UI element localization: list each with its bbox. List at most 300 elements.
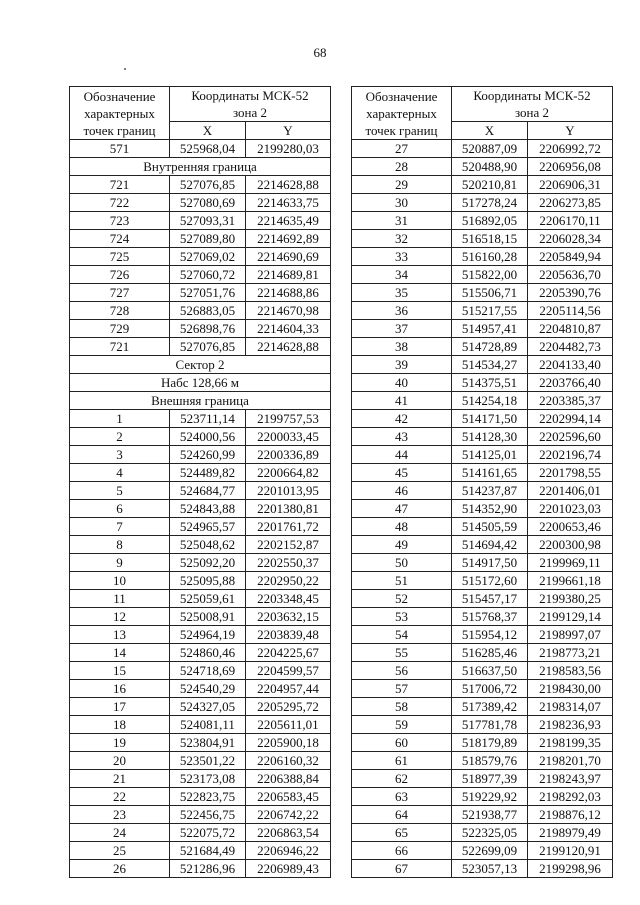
point-number: 52 (352, 590, 452, 608)
table-row (70, 194, 331, 212)
section-label: Внешняя граница (70, 392, 331, 410)
table-row (70, 806, 331, 824)
header-y: Y (246, 122, 331, 140)
point-number: 726 (70, 266, 170, 284)
y-coordinate: 2198997,07 (528, 626, 613, 644)
table-row (70, 626, 331, 644)
y-coordinate: 2206956,08 (528, 158, 613, 176)
x-coordinate: 514237,87 (452, 482, 528, 500)
table-row (70, 752, 331, 770)
y-coordinate: 2205636,70 (528, 266, 613, 284)
y-coordinate: 2202950,22 (246, 572, 331, 590)
x-coordinate: 514957,41 (452, 320, 528, 338)
point-number: 31 (352, 212, 452, 230)
table-row (352, 716, 613, 734)
table-row (70, 176, 331, 194)
table-row (70, 860, 331, 878)
point-number: 725 (70, 248, 170, 266)
table-row (352, 176, 613, 194)
header-label-cell (70, 87, 170, 140)
y-coordinate: 2199298,96 (528, 860, 613, 878)
y-coordinate: 2214633,75 (246, 194, 331, 212)
y-coordinate: 2198243,97 (528, 770, 613, 788)
point-number: 35 (352, 284, 452, 302)
x-coordinate: 523711,14 (170, 410, 246, 428)
y-coordinate: 2206906,31 (528, 176, 613, 194)
x-coordinate: 514694,42 (452, 536, 528, 554)
x-coordinate: 527089,80 (170, 230, 246, 248)
point-number: 727 (70, 284, 170, 302)
header-coords-line: Координаты МСК-52 (473, 88, 591, 103)
x-coordinate: 521286,96 (170, 860, 246, 878)
point-number: 44 (352, 446, 452, 464)
point-number: 23 (70, 806, 170, 824)
x-coordinate: 515457,17 (452, 590, 528, 608)
table-row (70, 716, 331, 734)
y-coordinate: 2202596,60 (528, 428, 613, 446)
x-coordinate: 527076,85 (170, 176, 246, 194)
header-coords-cell (170, 87, 331, 122)
y-coordinate: 2214635,49 (246, 212, 331, 230)
table-row (70, 734, 331, 752)
right-table-body (352, 140, 613, 878)
y-coordinate: 2202196,74 (528, 446, 613, 464)
header-label-line: Обозначение (365, 88, 438, 104)
y-coordinate: 2206946,22 (246, 842, 331, 860)
x-coordinate: 514534,27 (452, 356, 528, 374)
x-coordinate: 515768,37 (452, 608, 528, 626)
point-number: 729 (70, 320, 170, 338)
x-coordinate: 514128,30 (452, 428, 528, 446)
point-number: 722 (70, 194, 170, 212)
x-coordinate: 524081,11 (170, 716, 246, 734)
point-number: 63 (352, 788, 452, 806)
y-coordinate: 2203766,40 (528, 374, 613, 392)
header-coords-line: зона 2 (514, 105, 550, 120)
y-coordinate: 2206273,85 (528, 194, 613, 212)
y-coordinate: 2199120,91 (528, 842, 613, 860)
y-coordinate: 2205849,94 (528, 248, 613, 266)
point-number: 9 (70, 554, 170, 572)
x-coordinate: 514917,50 (452, 554, 528, 572)
point-number: 10 (70, 572, 170, 590)
table-row (70, 482, 331, 500)
point-number: 26 (70, 860, 170, 878)
table-row (352, 392, 613, 410)
y-coordinate: 2214604,33 (246, 320, 331, 338)
x-coordinate: 518179,89 (452, 734, 528, 752)
table-row (70, 842, 331, 860)
y-coordinate: 2199661,18 (528, 572, 613, 590)
x-coordinate: 524965,57 (170, 518, 246, 536)
point-number: 42 (352, 410, 452, 428)
table-row (352, 302, 613, 320)
point-number: 721 (70, 338, 170, 356)
y-coordinate: 2204810,87 (528, 320, 613, 338)
point-number: 721 (70, 176, 170, 194)
y-coordinate: 2202994,14 (528, 410, 613, 428)
x-coordinate: 520210,81 (452, 176, 528, 194)
y-coordinate: 2204599,57 (246, 662, 331, 680)
point-number: 61 (352, 752, 452, 770)
x-coordinate: 526883,05 (170, 302, 246, 320)
point-number: 46 (352, 482, 452, 500)
x-coordinate: 527051,76 (170, 284, 246, 302)
x-coordinate: 524540,29 (170, 680, 246, 698)
y-coordinate: 2214628,88 (246, 338, 331, 356)
table-row (352, 446, 613, 464)
y-coordinate: 2201380,81 (246, 500, 331, 518)
table-row (70, 518, 331, 536)
y-coordinate: 2199380,25 (528, 590, 613, 608)
point-number: 1 (70, 410, 170, 428)
point-number: 28 (352, 158, 452, 176)
table-row (70, 266, 331, 284)
y-coordinate: 2203839,48 (246, 626, 331, 644)
point-number: 66 (352, 842, 452, 860)
point-number: 18 (70, 716, 170, 734)
point-number: 65 (352, 824, 452, 842)
table-row (70, 212, 331, 230)
point-number: 57 (352, 680, 452, 698)
point-number: 53 (352, 608, 452, 626)
table-row (70, 140, 331, 158)
x-coordinate: 523804,91 (170, 734, 246, 752)
x-coordinate: 524000,56 (170, 428, 246, 446)
section-row (70, 158, 331, 176)
point-number: 58 (352, 698, 452, 716)
y-coordinate: 2206583,45 (246, 788, 331, 806)
table-row (352, 572, 613, 590)
x-coordinate: 520488,90 (452, 158, 528, 176)
point-number: 728 (70, 302, 170, 320)
y-coordinate: 2206989,43 (246, 860, 331, 878)
y-coordinate: 2198583,56 (528, 662, 613, 680)
table-row (70, 428, 331, 446)
y-coordinate: 2206170,11 (528, 212, 613, 230)
table-row (70, 698, 331, 716)
y-coordinate: 2206742,22 (246, 806, 331, 824)
table-row (70, 410, 331, 428)
table-row (352, 464, 613, 482)
y-coordinate: 2203348,45 (246, 590, 331, 608)
x-coordinate: 523173,08 (170, 770, 246, 788)
point-number: 12 (70, 608, 170, 626)
table-row (352, 698, 613, 716)
point-number: 2 (70, 428, 170, 446)
y-coordinate: 2204482,73 (528, 338, 613, 356)
x-coordinate: 524718,69 (170, 662, 246, 680)
point-number: 56 (352, 662, 452, 680)
x-coordinate: 516892,05 (452, 212, 528, 230)
point-number: 5 (70, 482, 170, 500)
x-coordinate: 525048,62 (170, 536, 246, 554)
header-label-cell (352, 87, 452, 140)
y-coordinate: 2206863,54 (246, 824, 331, 842)
x-coordinate: 527069,02 (170, 248, 246, 266)
header-label-line: характерных (84, 105, 155, 121)
table-row (352, 824, 613, 842)
point-number: 571 (70, 140, 170, 158)
table-row (70, 536, 331, 554)
header-label-line: точек границ (83, 122, 156, 138)
table-row (70, 680, 331, 698)
y-coordinate: 2199757,53 (246, 410, 331, 428)
point-number: 48 (352, 518, 452, 536)
x-coordinate: 516637,50 (452, 662, 528, 680)
point-number: 40 (352, 374, 452, 392)
point-number: 24 (70, 824, 170, 842)
point-number: 49 (352, 536, 452, 554)
x-coordinate: 518579,76 (452, 752, 528, 770)
table-row (352, 806, 613, 824)
table-row (352, 644, 613, 662)
x-coordinate: 522699,09 (452, 842, 528, 860)
section-label: Сектор 2 (70, 356, 331, 374)
y-coordinate: 2204225,67 (246, 644, 331, 662)
table-row (70, 338, 331, 356)
point-number: 29 (352, 176, 452, 194)
y-coordinate: 2198430,00 (528, 680, 613, 698)
x-coordinate: 526898,76 (170, 320, 246, 338)
point-number: 21 (70, 770, 170, 788)
y-coordinate: 2205390,76 (528, 284, 613, 302)
y-coordinate: 2198292,03 (528, 788, 613, 806)
x-coordinate: 521684,49 (170, 842, 246, 860)
y-coordinate: 2214670,98 (246, 302, 331, 320)
y-coordinate: 2204133,40 (528, 356, 613, 374)
y-coordinate: 2199280,03 (246, 140, 331, 158)
point-number: 45 (352, 464, 452, 482)
x-coordinate: 525095,88 (170, 572, 246, 590)
section-row (70, 374, 331, 392)
x-coordinate: 524860,46 (170, 644, 246, 662)
x-coordinate: 523501,22 (170, 752, 246, 770)
y-coordinate: 2200664,82 (246, 464, 331, 482)
y-coordinate: 2205114,56 (528, 302, 613, 320)
x-coordinate: 522823,75 (170, 788, 246, 806)
point-number: 724 (70, 230, 170, 248)
x-coordinate: 516518,15 (452, 230, 528, 248)
x-coordinate: 527060,72 (170, 266, 246, 284)
coordinates-table-left (69, 86, 331, 878)
y-coordinate: 2198314,07 (528, 698, 613, 716)
table-row (352, 518, 613, 536)
x-coordinate: 525059,61 (170, 590, 246, 608)
y-coordinate: 2214688,86 (246, 284, 331, 302)
point-number: 4 (70, 464, 170, 482)
x-coordinate: 517006,72 (452, 680, 528, 698)
table-row (352, 248, 613, 266)
point-number: 8 (70, 536, 170, 554)
y-coordinate: 2206992,72 (528, 140, 613, 158)
table-row (70, 302, 331, 320)
x-coordinate: 523057,13 (452, 860, 528, 878)
point-number: 20 (70, 752, 170, 770)
header-x: X (452, 122, 528, 140)
table-row (352, 590, 613, 608)
table-row (352, 536, 613, 554)
point-number: 43 (352, 428, 452, 446)
table-row (352, 140, 613, 158)
table-row (70, 230, 331, 248)
x-coordinate: 520887,09 (452, 140, 528, 158)
table-row (352, 788, 613, 806)
point-number: 3 (70, 446, 170, 464)
coordinates-table-right (351, 86, 613, 878)
section-label: Внутренняя граница (70, 158, 331, 176)
y-coordinate: 2201406,01 (528, 482, 613, 500)
table-row (352, 284, 613, 302)
x-coordinate: 521938,77 (452, 806, 528, 824)
point-number: 59 (352, 716, 452, 734)
x-coordinate: 514728,89 (452, 338, 528, 356)
section-row (70, 356, 331, 374)
point-number: 54 (352, 626, 452, 644)
x-coordinate: 514161,65 (452, 464, 528, 482)
table-row (352, 482, 613, 500)
point-number: 22 (70, 788, 170, 806)
point-number: 7 (70, 518, 170, 536)
x-coordinate: 524964,19 (170, 626, 246, 644)
x-coordinate: 514254,18 (452, 392, 528, 410)
x-coordinate: 525968,04 (170, 140, 246, 158)
y-coordinate: 2202152,87 (246, 536, 331, 554)
y-coordinate: 2201798,55 (528, 464, 613, 482)
point-number: 14 (70, 644, 170, 662)
table-row (352, 842, 613, 860)
y-coordinate: 2206160,32 (246, 752, 331, 770)
header-label-line: Обозначение (83, 88, 156, 104)
x-coordinate: 527076,85 (170, 338, 246, 356)
y-coordinate: 2204957,44 (246, 680, 331, 698)
table-row (70, 824, 331, 842)
point-number: 39 (352, 356, 452, 374)
y-coordinate: 2205295,72 (246, 698, 331, 716)
point-number: 64 (352, 806, 452, 824)
header-label-line: точек границ (365, 122, 438, 138)
y-coordinate: 2201023,03 (528, 500, 613, 518)
point-number: 15 (70, 662, 170, 680)
x-coordinate: 527080,69 (170, 194, 246, 212)
y-coordinate: 2214692,89 (246, 230, 331, 248)
table-row (352, 374, 613, 392)
x-coordinate: 524327,05 (170, 698, 246, 716)
x-coordinate: 514352,90 (452, 500, 528, 518)
left-table-body (70, 140, 331, 878)
y-coordinate: 2214689,81 (246, 266, 331, 284)
x-coordinate: 524843,88 (170, 500, 246, 518)
header-label-line: характерных (366, 105, 437, 121)
point-number: 19 (70, 734, 170, 752)
point-number: 32 (352, 230, 452, 248)
point-number: 17 (70, 698, 170, 716)
x-coordinate: 516285,46 (452, 644, 528, 662)
table-row (352, 194, 613, 212)
point-number: 38 (352, 338, 452, 356)
x-coordinate: 514171,50 (452, 410, 528, 428)
y-coordinate: 2200336,89 (246, 446, 331, 464)
table-row (352, 320, 613, 338)
table-row (70, 608, 331, 626)
point-number: 16 (70, 680, 170, 698)
header-coords-cell (452, 87, 613, 122)
y-coordinate: 2201013,95 (246, 482, 331, 500)
table-row (352, 428, 613, 446)
point-number: 47 (352, 500, 452, 518)
y-coordinate: 2198199,35 (528, 734, 613, 752)
table-row (352, 266, 613, 284)
point-number: 13 (70, 626, 170, 644)
table-row (352, 860, 613, 878)
x-coordinate: 515822,00 (452, 266, 528, 284)
x-coordinate: 514505,59 (452, 518, 528, 536)
point-number: 55 (352, 644, 452, 662)
point-number: 30 (352, 194, 452, 212)
x-coordinate: 525092,20 (170, 554, 246, 572)
x-coordinate: 518977,39 (452, 770, 528, 788)
table-row (352, 626, 613, 644)
x-coordinate: 514125,01 (452, 446, 528, 464)
y-coordinate: 2198201,70 (528, 752, 613, 770)
section-row (70, 392, 331, 410)
header-x: X (170, 122, 246, 140)
point-number: 36 (352, 302, 452, 320)
x-coordinate: 524489,82 (170, 464, 246, 482)
page-number: 68 (313, 45, 327, 60)
header-coords-line: Координаты МСК-52 (191, 88, 309, 103)
y-coordinate: 2200653,46 (528, 518, 613, 536)
x-coordinate: 524260,99 (170, 446, 246, 464)
table-row (352, 680, 613, 698)
table-row (352, 158, 613, 176)
y-coordinate: 2205611,01 (246, 716, 331, 734)
x-coordinate: 517781,78 (452, 716, 528, 734)
x-coordinate: 515954,12 (452, 626, 528, 644)
y-coordinate: 2202550,37 (246, 554, 331, 572)
x-coordinate: 515506,71 (452, 284, 528, 302)
point-number: 62 (352, 770, 452, 788)
x-coordinate: 515172,60 (452, 572, 528, 590)
y-coordinate: 2214690,69 (246, 248, 331, 266)
x-coordinate: 515217,55 (452, 302, 528, 320)
y-coordinate: 2199969,11 (528, 554, 613, 572)
table-row (352, 356, 613, 374)
table-row (352, 212, 613, 230)
table-row (70, 320, 331, 338)
point-number: 51 (352, 572, 452, 590)
table-row (70, 662, 331, 680)
x-coordinate: 514375,51 (452, 374, 528, 392)
table-row (70, 554, 331, 572)
table-row (352, 734, 613, 752)
table-row (352, 338, 613, 356)
table-row (70, 770, 331, 788)
x-coordinate: 517278,24 (452, 194, 528, 212)
point-number: 67 (352, 860, 452, 878)
y-coordinate: 2199129,14 (528, 608, 613, 626)
section-label: Набс 128,66 м (70, 374, 331, 392)
point-number: 11 (70, 590, 170, 608)
y-coordinate: 2201761,72 (246, 518, 331, 536)
table-row (70, 590, 331, 608)
table-row (70, 464, 331, 482)
table-row (70, 644, 331, 662)
header-y: Y (528, 122, 613, 140)
point-number: 25 (70, 842, 170, 860)
x-coordinate: 516160,28 (452, 248, 528, 266)
y-coordinate: 2214628,88 (246, 176, 331, 194)
